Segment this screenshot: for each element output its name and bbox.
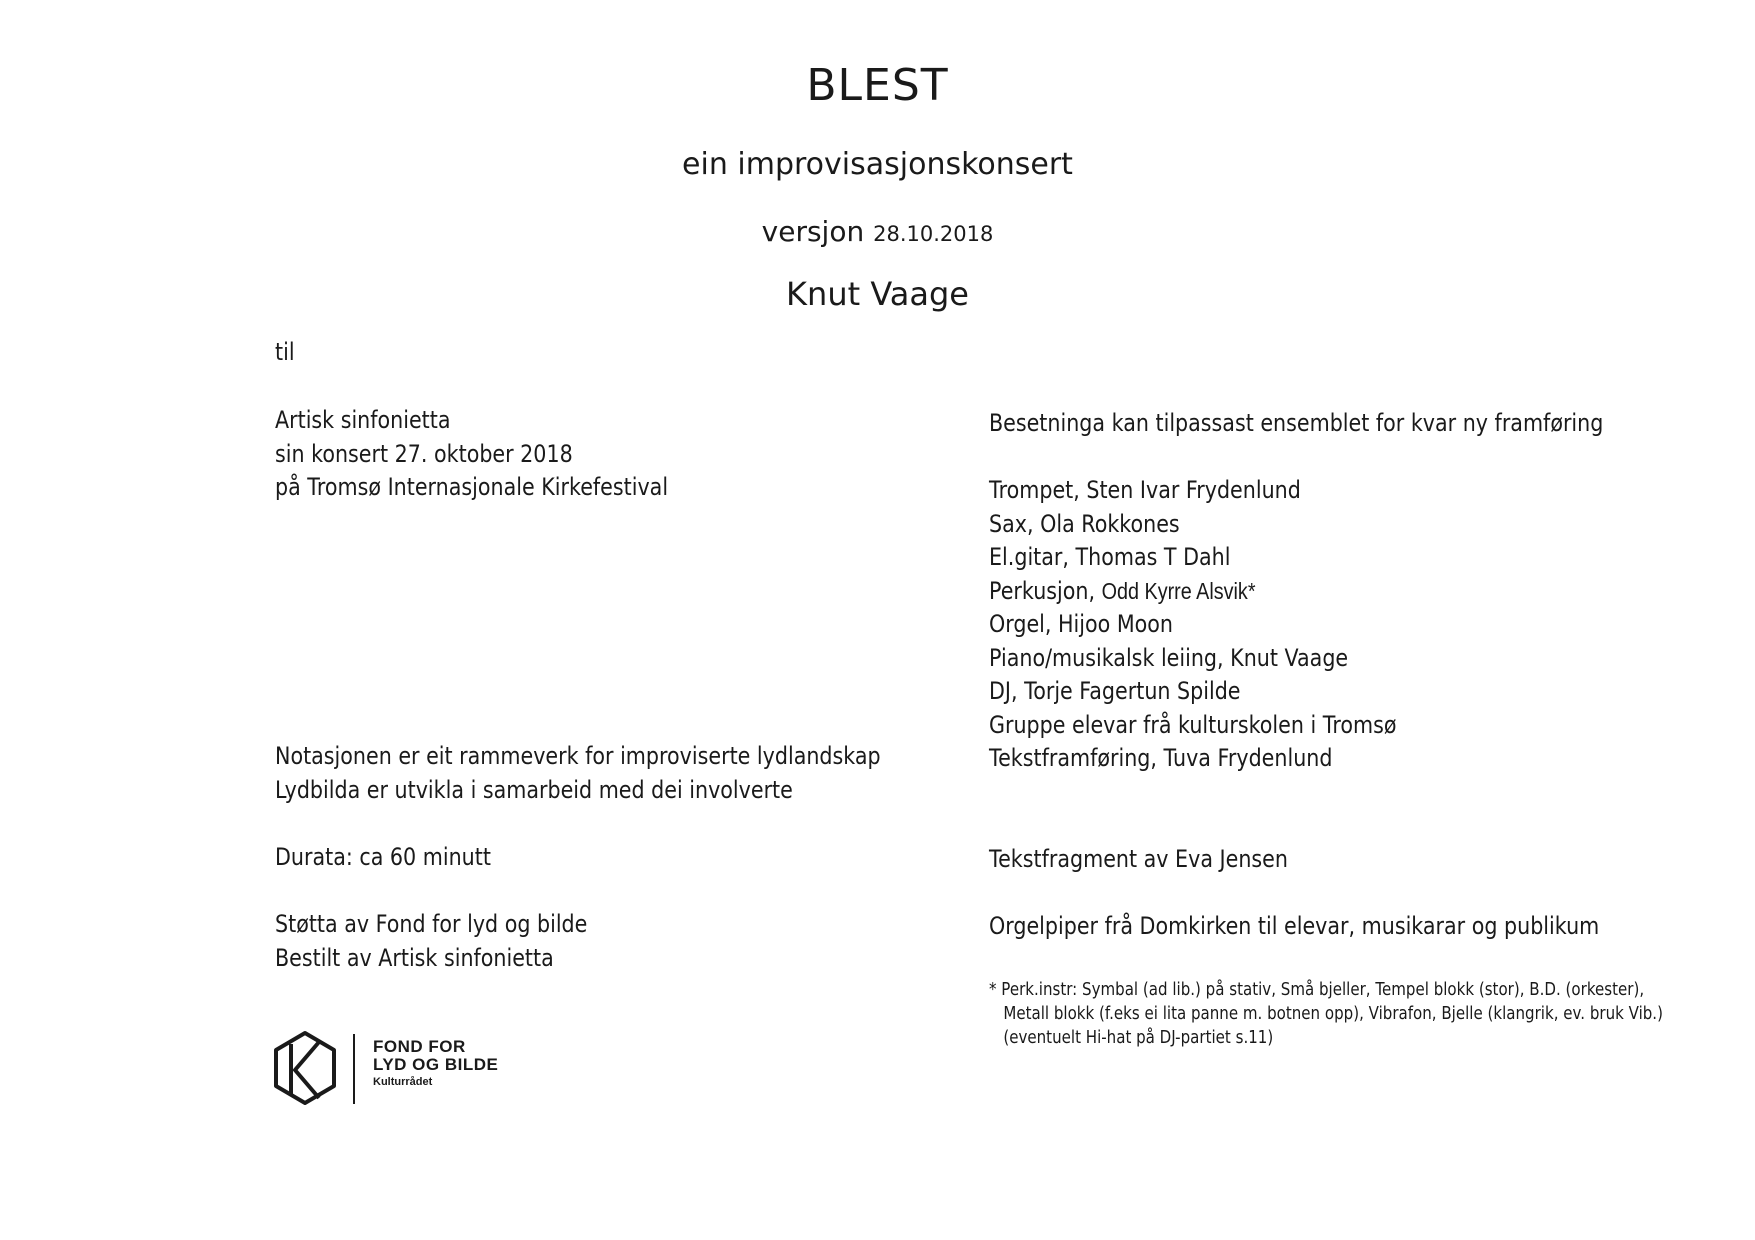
duration-block (275, 841, 915, 875)
version-line (0, 215, 1755, 248)
logo-text (373, 1038, 498, 1090)
performer-line-percussion (989, 575, 1608, 609)
document-subtitle: ein improvisasjonskonsert (682, 147, 1073, 182)
notation-line: Notasjonen er eit rammeverk for improviserte lydlandskap (275, 742, 881, 770)
ensemble-intro (989, 407, 1709, 441)
logo-line: FOND FOR (373, 1037, 466, 1056)
dedication-line: på Tromsø Internasjonale Kirkefestival (275, 473, 669, 501)
percussion-name: Odd Kyrre Alsvik* (1101, 577, 1256, 604)
kulturradet-k-icon (273, 1030, 337, 1106)
organ-pipes-note (989, 910, 1709, 944)
performer-line: Orgel, Hijoo Moon (989, 610, 1173, 638)
fond-for-lyd-og-bilde-logo (273, 1030, 513, 1106)
logo-subline: Kulturrådet (373, 1076, 433, 1088)
document-title: BLEST (806, 60, 949, 111)
author-name: Knut Vaage (786, 275, 969, 313)
support-line: Bestilt av Artisk sinfonietta (275, 943, 554, 972)
support-line: Støtta av Fond for lyd og bilde (275, 910, 588, 938)
til-text (275, 336, 915, 370)
intro-line: Besetninga kan tilpassast ensemblet for kvar ny framføring (989, 409, 1604, 437)
dedication-block (275, 404, 915, 505)
notation-block (275, 740, 915, 807)
performer-line: Piano/musikalsk leiing, Knut Vaage (989, 643, 1349, 672)
logo-line: LYD OG BILDE (373, 1055, 499, 1074)
footnote-line: (eventuelt Hi-hat på DJ-partiet s.11) (989, 1028, 1274, 1048)
duration-line: Durata: ca 60 minutt (275, 843, 491, 871)
support-block (275, 908, 915, 975)
performers-list (989, 474, 1709, 776)
notation-line: Lydbilda er utvikla i samarbeid med dei involverte (275, 775, 793, 804)
version-date: 28.10.2018 (873, 222, 994, 246)
dedication-line: Artisk sinfonietta (275, 406, 451, 434)
performer-line: El.gitar, Thomas T Dahl (989, 543, 1231, 571)
percussion-footnote (989, 978, 1729, 1050)
text-credit (989, 843, 1709, 877)
version-label: versjon (761, 215, 865, 248)
organ-pipes-line: Orgelpiper frå Domkirken til elevar, musikarar og publikum (989, 912, 1600, 940)
performer-line: DJ, Torje Fagertun Spilde (989, 677, 1241, 705)
performer-line: Gruppe elevar frå kulturskolen i Tromsø (989, 710, 1397, 739)
percussion-label: Perkusjon, (989, 576, 1102, 605)
footnote-line: * Perk.instr: Symbal (ad lib.) på stativ, Små bjeller, Tempel blokk (stor), B.D. (orkester), (989, 980, 1645, 1000)
performer-line: Tekstframføring, Tuva Frydenlund (989, 744, 1333, 772)
text-credit-line: Tekstfragment av Eva Jensen (989, 845, 1288, 873)
performer-line: Trompet, Sten Ivar Frydenlund (989, 476, 1301, 504)
til-line: til (275, 338, 295, 366)
performer-line: Sax, Ola Rokkones (989, 509, 1180, 538)
logo-divider (353, 1034, 355, 1104)
dedication-line: sin konsert 27. oktober 2018 (275, 439, 573, 468)
footnote-line: Metall blokk (f.eks ei lita panne m. botnen opp), Vibrafon, Bjelle (klangrik, ev. bruk Vib.) (989, 1004, 1663, 1024)
